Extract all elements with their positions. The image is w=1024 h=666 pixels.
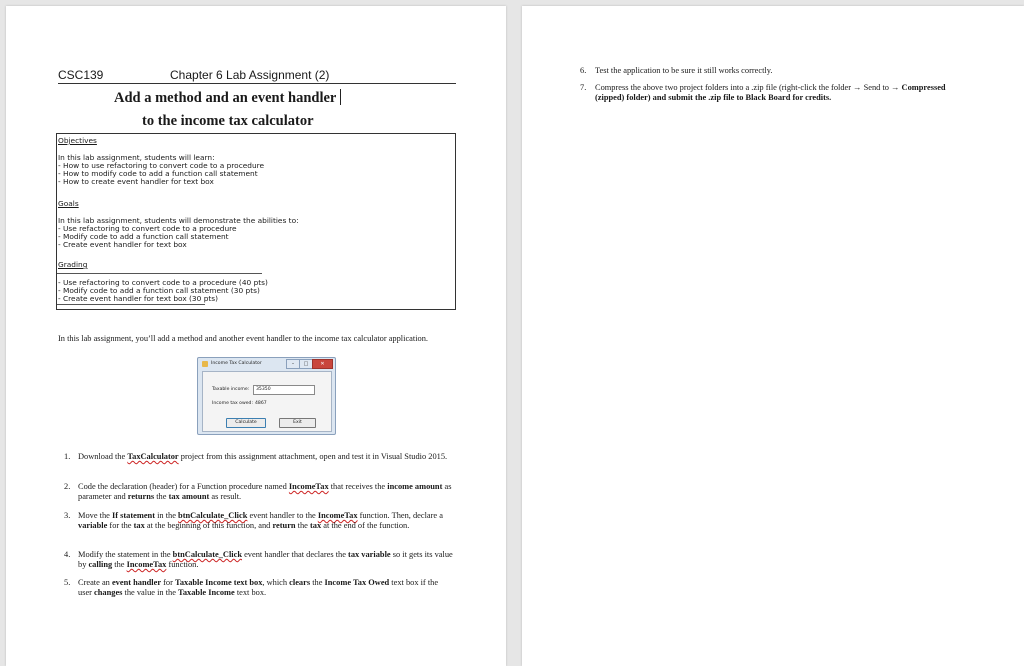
- grading-line: - Modify code to add a function call statement (30 pts): [58, 286, 260, 295]
- grading-rule: [57, 304, 205, 305]
- objectives-line: - How to modify code to add a function call statement: [58, 169, 258, 178]
- income-tax-owed-value: 4867: [255, 401, 267, 406]
- objectives-line: - How to use refactoring to convert code to a procedure: [58, 161, 265, 170]
- goals-heading: Goals: [58, 199, 79, 208]
- window-client: [202, 371, 332, 432]
- taxable-income-label: Taxable income:: [212, 387, 250, 392]
- goals-line: - Create event handler for text box: [58, 240, 187, 249]
- income-tax-owed-label: Income tax owed:: [212, 401, 254, 406]
- grading-line: - Create event handler for text box (30 pts): [58, 294, 219, 303]
- goals-line: - Modify code to add a function call statement: [58, 232, 229, 241]
- objectives-heading: Objectives: [58, 136, 97, 145]
- document-page-2: 6. Test the application to be sure it still works correctly. 7. Compress the above two project folders into a .zip file (right-click the folder → Send to → Compressed (zipped) folder) and submit the .zip file to Black Board for credits.: [522, 6, 1024, 666]
- grading-line: - Use refactoring to convert code to a procedure (40 pts): [58, 278, 268, 287]
- objectives-box: [56, 133, 456, 310]
- app-screenshot-window: [197, 357, 336, 435]
- minimize-icon: –: [286, 359, 300, 369]
- document-title-line1[interactable]: Add a method and an event handler: [114, 89, 341, 107]
- window-titlebar: [198, 358, 335, 370]
- taxable-income-textbox: 35350: [253, 385, 315, 395]
- grading-heading: Grading: [58, 260, 88, 269]
- window-title: Income Tax Calculator: [211, 361, 262, 366]
- intro-paragraph: In this lab assignment, you’ll add a method and another event handler to the income tax calculator application.: [58, 334, 429, 343]
- text-cursor: [340, 89, 341, 105]
- calculate-button: Calculate: [226, 418, 266, 428]
- document-title-line2: to the income tax calculator: [142, 113, 314, 129]
- document-page-1: CSC139 Chapter 6 Lab Assignment (2) Add a method and an event handler to the income tax calculator Objectives In this lab assignment, students will learn: - How to use refactoring to convert code to a procedure - How to modify code to add a function call statement - How to create event handler for text box Goals In this lab assignment, students will demonstrate the abilities to: - Use refactoring to convert code to a procedure - Modify code to add a function call statement - Create event handler for text box Grading - Use refactoring to convert code to a procedure (40 pts) - Modify code to add a function call statement (30 pts) - Create event handler for text box (30 pts) In this lab assignment, you’ll add a method and another event handler to the income tax calculator application. Income Tax Calculator – □ ✕ Taxable income: 35350 Income tax owed: 4867 Calculate Exit 1. Download the TaxCalculator project from this assignment attachment, open and test it in Visual Studio 2015. 2. Code the declaration (header) for a Function procedure named IncomeTax that receives the income amount as parameter and returns the tax amount as result. 3. Move the If statement in the btnCalculate_Click event handler to the IncomeTax function. Then, declare a variable for the tax at the beginning of this function, and return the tax at the end of the function. 4. Modify the statement in the btnCalculate_Click event handler that declares the tax variable so it gets its value by calling the IncomeTax function. 5. Create an event handler for Taxable Income text box, which clears the Income Tax Owed text box if the user changes the value in the Taxable Income text box.: [6, 6, 506, 666]
- grading-rule: [57, 273, 262, 274]
- maximize-icon: □: [299, 359, 313, 369]
- objectives-line: - How to create event handler for text box: [58, 177, 214, 186]
- exit-button: Exit: [279, 418, 316, 428]
- document-header: [58, 68, 456, 84]
- app-icon: [202, 361, 208, 367]
- chapter-title: Chapter 6 Lab Assignment (2): [170, 68, 330, 82]
- goals-line: - Use refactoring to convert code to a procedure: [58, 224, 237, 233]
- close-icon: ✕: [312, 359, 333, 369]
- goals-line: In this lab assignment, students will demonstrate the abilities to:: [58, 216, 299, 225]
- objectives-line: In this lab assignment, students will learn:: [58, 153, 215, 162]
- course-code: CSC139: [58, 68, 104, 82]
